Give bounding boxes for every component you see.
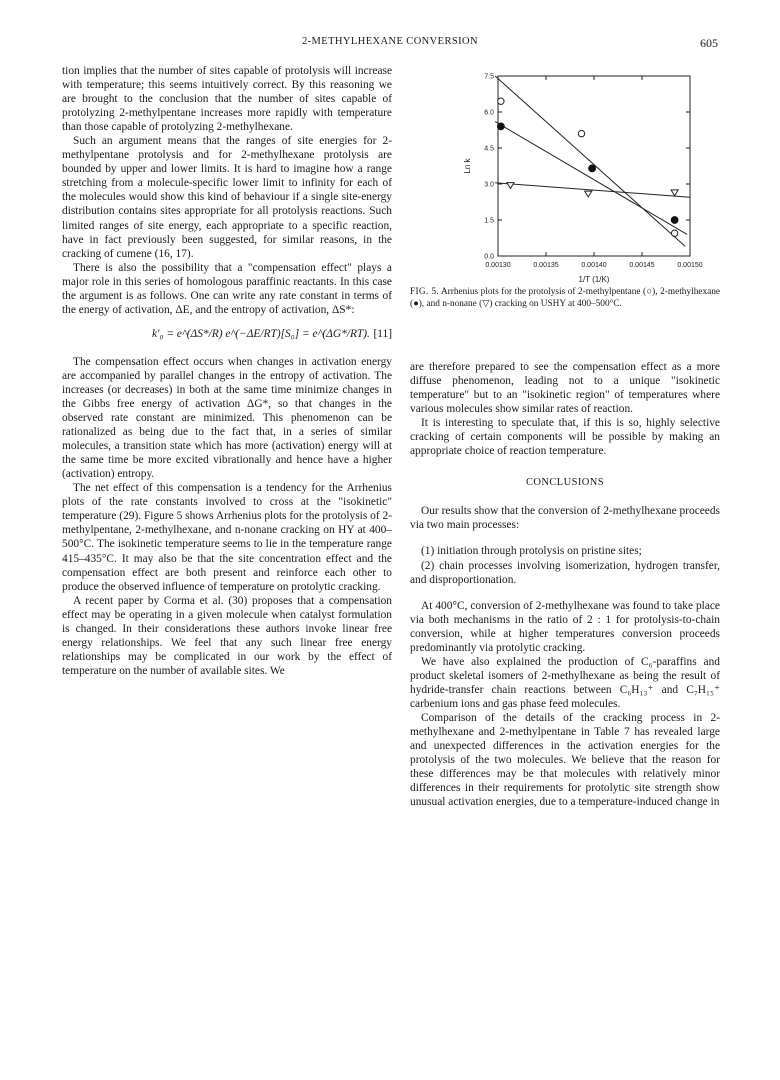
y-tick-label: 6.0 [484, 109, 494, 117]
paragraph: are therefore prepared to see the compensation effect as a more diffuse phenomenon, leading not to a unique "isokinetic temperature" but to an "isokinetic region" of temperatures where various molecules show similar rates of reaction. [410, 361, 720, 416]
list-item: (1) initiation through protolysis on pristine sites; [421, 545, 642, 558]
fit-line [495, 122, 687, 235]
page-header [62, 36, 718, 52]
x-tick-label: 0.00140 [581, 262, 607, 269]
paragraph: Such an argument means that the ranges of site energies for 2-methylpentane protolysis and for 2-methylhexane protolysis are bounded by upper and lower limits. It is hard to imagine how a range stretching from a molecule-specific lower limit to infinity for each of the molecules would show this kind of behaviour if a single site-energy distribution contains sites appropriate for all protolysis reactions. Such limited ranges of site energy, each appropriate to a specific reaction, have in fact previously been suggested, for similar reasons, in the cracking of cumene (16, 17). [62, 135, 392, 260]
fit-line [495, 76, 685, 246]
spacer [410, 587, 720, 599]
equation [62, 327, 392, 343]
fit-line [495, 183, 690, 197]
data-point-filled-circle [671, 217, 678, 224]
right-column [410, 360, 720, 809]
running-head: 2-METHYLHEXANE CONVERSION [302, 36, 478, 47]
arrhenius-chart [410, 64, 720, 284]
page-number: 605 [700, 36, 718, 50]
list-item: (2) chain processes involving isomerization, hydrogen transfer, and disproportionation. [410, 559, 720, 586]
spacer [410, 532, 720, 544]
paragraph: At 400°C, conversion of 2-methylhexane was found to take place via both mechanisms in the ratio of 2 : 1 for protolysis-to-chain conversion, while at higher temperatures conversion proceeds predominantly via protolytic cracking. [410, 599, 720, 654]
y-tick-label: 4.5 [484, 145, 494, 153]
caption-label: FIG. 5. [410, 287, 439, 297]
data-point-filled-circle [497, 123, 504, 130]
x-tick-label: 0.00150 [677, 262, 703, 269]
data-point-open-triangle [671, 190, 678, 196]
left-column [62, 64, 392, 678]
paragraph: We have also explained the production of C₆-paraffins and product skeletal isomers of 2-methylhexane as being the result of hydride-transfer chain reactions between C₆H₁₃⁺ and C₇H₁₅⁺ carbenium ions and gas phase feed molecules. [410, 655, 720, 710]
x-tick-label: 0.00145 [629, 262, 655, 269]
x-axis-label: 1/T (1/K) [578, 275, 610, 284]
data-point-open-triangle [585, 191, 592, 197]
equation-text: k′₀ = e^(ΔS*/R) e^(−ΔE/RT)[S₀] = e^(ΔG*/RT). [152, 327, 370, 340]
paragraph: Comparison of the details of the cracking process in 2-methylhexane and 2-methylpentane in Table 7 has revealed large and unexpected differences in the activation energies for the protolysis of the two molecules. We believe that the reason for these differences may be that molecules with relatively minor differences in their requirements for protolytic site strength show unusual activation energies, due to a temperature-induced change in [410, 711, 720, 809]
data-point-open-circle [671, 230, 677, 236]
paragraph: The compensation effect occurs when changes in activation energy are accompanied by parallel changes in the entropy of activation. The increases (or decreases) in both at the same time minimize changes in the Gibbs free energy of activation ΔG*, so that changes in the observed rate constant are minimized. This phenomenon can be rationalized as being due to the fact that, in a series of similar molecules, a transition state which has more (activation) energy will at the same time be more excited vibrationally and hence have a higher (activation) entropy. [62, 355, 392, 481]
y-tick-label: 1.5 [484, 217, 494, 225]
x-tick-label: 0.00135 [533, 262, 559, 269]
paragraph: A recent paper by Corma et al. (30) proposes that a compensation effect may be operating in a given molecule when catalyst formulation is changed. In their considerations these authors invoke linear free energy relationships. We feel that any such linear free energy relationships may be complicated in our work by the effect of temperature on the number of available sites. We [62, 594, 392, 677]
paragraph: tion implies that the number of sites capable of protolysis will increase with temperature; this seems intuitively correct. By this reasoning we are brought to the conclusion that the number of sites capable of protolyzing 2-methylpentane increases more rapidly with temperature than those capable of protolyzing 2-methylhexane. [62, 65, 392, 134]
y-tick-label: 7.5 [484, 73, 494, 81]
caption-text: Arrhenius plots for the protolysis of 2-methylpentane (○), 2-methylhexane (●), and n-nonane (▽) cracking on USHY at 400–500°C. [410, 287, 721, 309]
data-point-open-circle [578, 130, 584, 136]
data-point-open-circle [498, 98, 504, 104]
paragraph: There is also the possibility that a "compensation effect" plays a major role in this series of homologous paraffinic reactants. In this case the argument is as follows. One can write any rate constant in terms of the energy of activation, ΔE, and the entropy of activation, ΔS*: [62, 261, 392, 316]
data-point-open-triangle [507, 183, 514, 189]
data-point-filled-circle [589, 165, 596, 172]
y-tick-label: 0.0 [484, 253, 494, 261]
paragraph: It is interesting to speculate that, if this is so, highly selective cracking of certain components will be possible by making an appropriate choice of reaction temperature. [410, 417, 720, 458]
paragraph: Our results show that the conversion of 2-methylhexane proceeds via two main processes: [410, 505, 720, 532]
figure-caption [410, 287, 720, 310]
x-tick-label: 0.00130 [485, 262, 511, 269]
section-heading: CONCLUSIONS [526, 477, 604, 489]
paragraph: The net effect of this compensation is a tendency for the Arrhenius plots of the rate constants involved to cross at the "isokinetic" temperature (29). Figure 5 shows Arrhenius plots for the protolysis of 2-methylpentane, 2-methylhexane, and n-nonane cracking on HY at 400–500°C. The isokinetic temperature seems to lie in the temperature range 415–435°C. It may also be that the site concentration effect and the compensation effect are both present and reinforce each other to produce the observed influence of temperature on protolytic cracking. [62, 482, 392, 593]
y-axis-label: Ln k [463, 158, 472, 174]
y-tick-label: 3.0 [484, 181, 494, 189]
equation-number: [11] [373, 327, 392, 340]
